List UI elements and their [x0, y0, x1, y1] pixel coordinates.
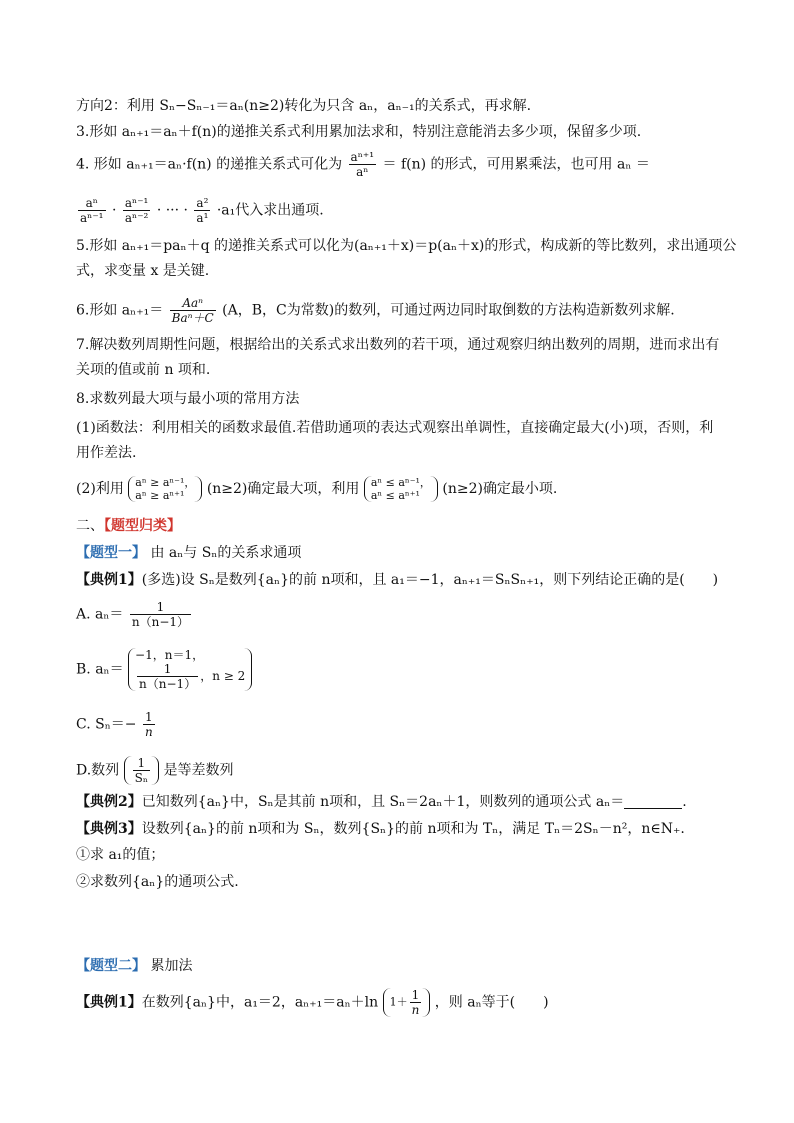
example-text: 设数列{aₙ}的前 n项和为 Sₙ，数列{Sₙ}的前 n项和为 Tₙ，满足 Tₙ＝2Sₙ－n²，n∈N₊. [141, 821, 685, 837]
example-line [76, 819, 734, 839]
fraction [130, 600, 191, 629]
text-span: 1＋ [389, 995, 408, 1009]
option-label: B. aₙ＝ [76, 661, 124, 678]
fraction-denominator: aⁿ [356, 165, 369, 179]
brace-system [124, 756, 159, 785]
fraction-numerator: aⁿ⁻¹ [124, 196, 149, 210]
type-heading [76, 543, 734, 563]
text-span: ＝ f(n) 的形式，可用累乘法，也可用 aₙ ＝ [382, 156, 650, 173]
example-tag: 【典例1】 [76, 572, 142, 588]
text-line: 式，求变量 x 是关键. [76, 263, 210, 279]
type-tag: 【题型二】 [76, 958, 146, 974]
fraction-denominator: n（n−1） [139, 677, 197, 691]
option-tail: 是等差数列 [163, 762, 234, 779]
fraction-denominator: aⁿ⁻¹ [80, 211, 104, 225]
text-line: 3.形如 aₙ₊₁＝aₙ＋f(n)的递推关系式利用累加法求和，特别注意能消去多少项，保留多少项. [76, 124, 642, 140]
fraction-numerator: a² [196, 196, 209, 210]
fraction-denominator: Baⁿ＋C [171, 311, 214, 325]
fraction-denominator: n（n−1） [131, 615, 190, 629]
example-text: 已知数列{aₙ}中，Sₙ是其前 n项和，且 Sₙ＝2aₙ＋1，则数列的通项公式 aₙ＝ [141, 794, 625, 810]
example-tag: 【典例1】 [76, 994, 142, 1011]
option-label: D.数列 [76, 762, 120, 779]
example-tag: 【典例2】 [76, 794, 142, 810]
type-tag: 【题型一】 [76, 545, 146, 561]
system-row: aⁿ ≥ aⁿ⁺¹ [135, 489, 185, 502]
system-row: aⁿ ≤ aⁿ⁺¹ [370, 489, 420, 502]
section-title: 【题型归类】 [104, 518, 181, 534]
example-text: 在数列{aₙ}中，a₁＝2，aₙ₊₁＝aₙ＋ln [141, 994, 379, 1011]
option-b [76, 648, 734, 692]
example-line [76, 792, 734, 812]
text-span: ·a₁代入求出通项. [216, 202, 324, 219]
text-line [76, 476, 734, 502]
section-prefix: 二、 [76, 518, 104, 534]
type-heading [76, 956, 734, 976]
fraction [349, 150, 377, 179]
fraction [123, 196, 151, 225]
fraction [133, 756, 150, 785]
text-line: 5.形如 aₙ₊₁＝paₙ＋q 的递推关系式可以化为(aₙ₊₁＋x)＝p(aₙ＋x)的形式，构成新的等比数列，求出通项公 [76, 238, 737, 254]
text-line [76, 296, 734, 325]
condition: ，n ≥ 2 [200, 669, 246, 683]
fraction-numerator: aⁿ⁺¹ [350, 150, 375, 164]
text-span: (n≥2)确定最小项. [442, 481, 558, 497]
text-span: 6.形如 aₙ₊₁＝ [76, 302, 164, 319]
sub-question: ①求 a₁的值； [76, 847, 165, 863]
text-span: (2)利用 [76, 481, 124, 497]
fraction [410, 988, 422, 1017]
text-line: 8.求数列最大项与最小项的常用方法 [76, 391, 300, 407]
type-title: 累加法 [150, 958, 193, 974]
type-title: 由 aₙ与 Sₙ的关系求通项 [150, 545, 302, 561]
option-a [76, 600, 734, 629]
fraction-numerator: 1 [143, 710, 155, 725]
fraction-numerator: Aaⁿ [170, 296, 216, 311]
example-line [76, 988, 734, 1017]
fraction-denominator: aⁿ⁻² [124, 211, 149, 225]
fraction-denominator: Sₙ [134, 771, 149, 785]
text-span: . [682, 794, 687, 810]
text-span: (A，B，C为常数)的数列，可通过两边同时取倒数的方法构造新数列求解. [222, 302, 675, 319]
system-row: −1，n＝1， [135, 648, 205, 662]
option-c [76, 710, 734, 739]
text-span: 4. 形如 aₙ₊₁＝aₙ·f(n) 的递推关系式可化为 [76, 156, 343, 173]
brace-system [364, 476, 438, 502]
text-line: 7.解决数列周期性问题，根据给出的关系式求出数列的若干项，通过观察归纳出数列的周期，进而求出有 [76, 337, 720, 353]
option-label: A. aₙ＝ [76, 606, 124, 623]
option-d [76, 756, 734, 785]
fraction-numerator: aⁿ [78, 196, 106, 211]
text-span: · ··· · [156, 202, 188, 219]
fraction-numerator: 1 [130, 600, 191, 615]
fraction-numerator: 1 [133, 756, 150, 771]
brace-system [128, 476, 202, 502]
sub-question: ②求数列{aₙ}的通项公式. [76, 874, 239, 890]
text-line [76, 150, 734, 179]
text-line: 关项的值或前 n 项和. [76, 362, 211, 378]
text-line: 方向2：利用 Sₙ−Sₙ₋₁＝aₙ(n≥2)转化为只含 aₙ，aₙ₋₁的关系式，再求解. [76, 98, 532, 114]
answer-blank [624, 794, 682, 809]
example-tag: 【典例3】 [76, 821, 142, 837]
example-text: ，则 aₙ等于( ) [434, 994, 549, 1011]
fraction-denominator: a¹ [196, 211, 209, 225]
system-row [135, 662, 245, 691]
fraction [194, 196, 210, 225]
example-text: (多选)设 Sₙ是数列{aₙ}的前 n项和，且 a₁＝−1，aₙ₊₁＝SₙSₙ₊₁，则下列结论正确的是( ) [141, 572, 719, 588]
system-row: aⁿ ≤ aⁿ⁻¹， [370, 476, 431, 489]
text-line: $\frac{\text{aⁿ}}{\text{aⁿ⁻¹}}$ · $\frac{\text{aⁿ⁻¹}}{\text{aⁿ⁻²}}$ · ··· · $\frac{\text{a²}}{\text{a¹}}$ ·a₁代入求出通项. [80, 196, 324, 225]
example-line [76, 570, 734, 590]
text-line: 用作差法. [76, 445, 137, 461]
brace-system [128, 648, 252, 691]
fraction-numerator: 1 [137, 662, 198, 677]
fraction [137, 662, 198, 691]
text-line: (1)函数法：利用相关的函数求最值.若借助通项的表达式观察出单调性，直接确定最大(小)项，否则，利 [76, 420, 714, 436]
system-row: aⁿ ≥ aⁿ⁻¹， [135, 476, 196, 489]
paren-group [383, 988, 431, 1017]
option-label: C. Sₙ＝− [76, 716, 137, 733]
fraction [78, 196, 106, 225]
text-span: (n≥2)确定最大项，利用 [206, 481, 360, 497]
fraction [170, 296, 216, 325]
fraction-denominator: n [144, 725, 153, 739]
fraction-numerator: 1 [410, 988, 422, 1003]
section-heading [76, 516, 734, 536]
fraction [143, 710, 155, 739]
fraction-denominator: n [411, 1003, 420, 1017]
